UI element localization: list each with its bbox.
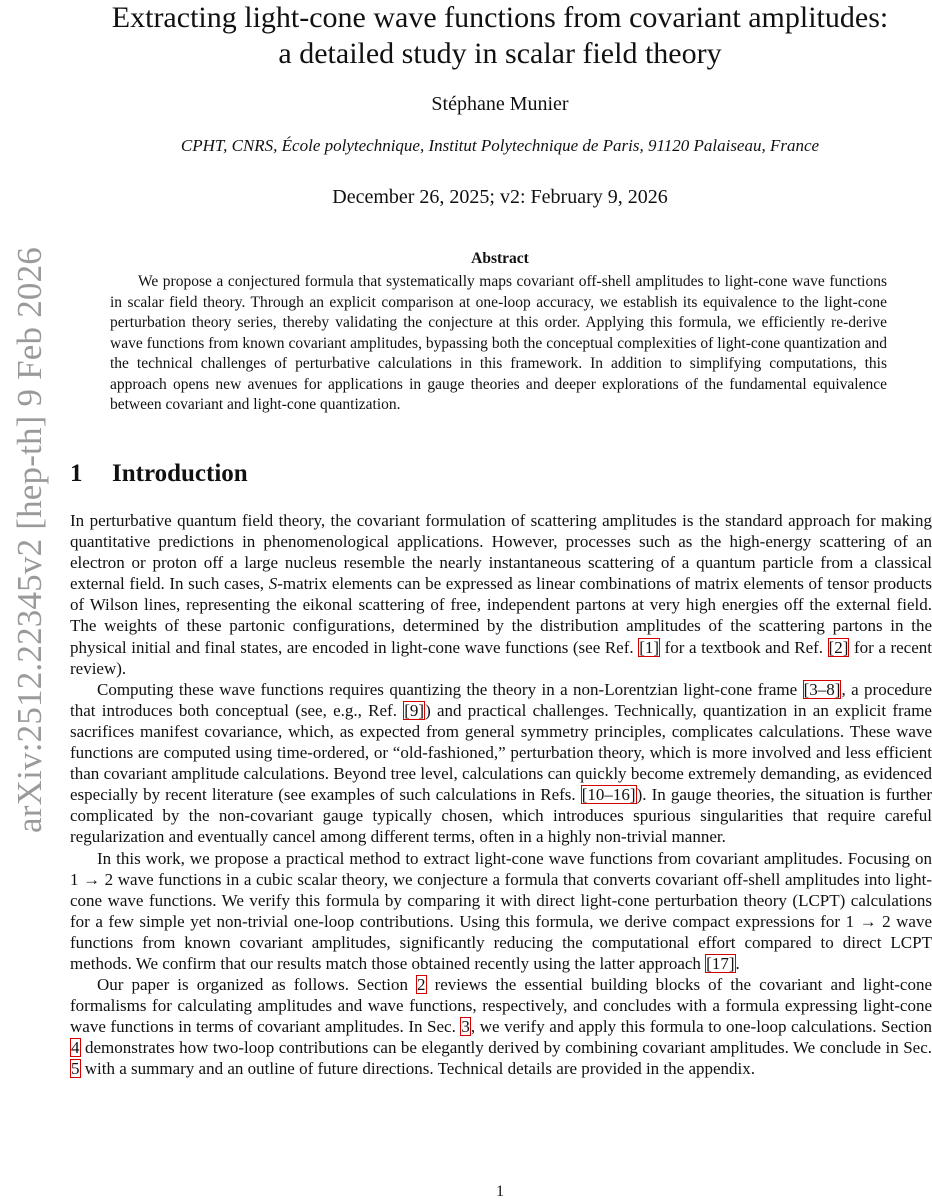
citation-link[interactable]: [1]	[638, 638, 660, 657]
text-run: , we verify and apply this formula to one-loop calculations. Section	[471, 1017, 932, 1036]
citation-link[interactable]: [10–16]	[581, 785, 637, 804]
text-run: -matrix elements can be expressed as linear combinations of matrix elements of tensor products of Wilson lines, representing the eikonal scattering of free, independent partons at very high energies off the external field. The weights of these partonic configurations, determined by the distribution amplitudes of the scattering partons in the physical initial and final states, are encoded in light-cone wave functions (see Ref.	[70, 574, 932, 656]
citation-link[interactable]: [2]	[828, 638, 850, 657]
text-run: .	[736, 954, 740, 973]
section-title: Introduction	[112, 460, 248, 487]
section-link[interactable]: 3	[460, 1017, 471, 1036]
introduction-body	[70, 510, 932, 1080]
text-run: , a procedure that introduces both conceptual (see, e.g., Ref.	[70, 680, 932, 720]
paper-date: December 26, 2025; v2: February 9, 2026	[60, 186, 932, 209]
text-run: ). In gauge theories, the situation is further complicated by the non-covariant gauge typically chosen, which introduces spurious singularities that require careful regularization and eventually cancel among different terms, often in a highly non-trivial manner.	[70, 785, 932, 846]
citation-link[interactable]: [17]	[705, 954, 735, 973]
author-affiliation: CPHT, CNRS, École polytechnique, Institut Polytechnique de Paris, 91120 Palaiseau, France	[60, 136, 932, 156]
section-link[interactable]: 2	[416, 975, 427, 994]
page-number: 1	[0, 1183, 932, 1201]
title-line-1: Extracting light-cone wave functions from covariant amplitudes:	[60, 0, 932, 36]
text-run: ) and practical challenges. Technically, quantization in an explicit frame sacrifices manifest covariance, which, as expected from general symmetry principles, complicates calculations. These wave functions are computed using time-ordered, or “old-fashioned,” perturbation theory, which is more involved and less efficient than covariant amplitude calculations. Beyond tree level, calculations can quickly become extremely demanding, as evidenced especially by recent literature (see examples of such calculations in Refs.	[70, 701, 932, 804]
text-run: In this work, we propose a practical method to extract light-cone wave functions from covariant amplitudes. Focusing on 1 → 2 wave functions in a cubic scalar theory, we conjecture a formula that converts covariant off-shell amplitudes into light-cone wave functions. We verify this formula by comparing it with direct light-cone perturbation theory (LCPT) calculations for a few simple yet non-trivial one-loop contributions. Using this formula, we derive compact expressions for 1 → 2 wave functions from known covariant amplitudes, significantly reducing the computational effort compared to direct LCPT methods. We confirm that our results match those obtained recently using the latter approach	[70, 849, 932, 973]
section-link[interactable]: 4	[70, 1038, 81, 1057]
abstract-text: We propose a conjectured formula that systematically maps covariant off-shell amplitudes to light-cone wave functions in scalar field theory. Through an explicit comparison at one-loop accuracy, we establish its equivalence to the light-cone perturbation theory series, thereby validating the conjecture at this order. Applying this formula, we efficiently re-derive wave functions from known covariant amplitudes, bypassing both the conceptual complexities of light-cone quantization and the technical challenges of perturbative calculations in this framework. In addition to simplifying computations, this approach opens new avenues for applications in gauge theories and deeper explorations of the fundamental equivalence between covariant and light-cone quantization.	[110, 272, 887, 416]
section-link[interactable]: 5	[70, 1059, 81, 1078]
paper-title	[60, 0, 932, 72]
math-symbol: S	[269, 574, 278, 593]
abstract-heading: Abstract	[60, 250, 932, 268]
text-run: for a recent review).	[70, 638, 932, 678]
paragraph-2	[70, 679, 932, 848]
paragraph-3	[70, 848, 932, 975]
text-run: with a summary and an outline of future directions. Technical details are provided in the appendix.	[81, 1059, 756, 1078]
paragraph-1	[70, 510, 932, 679]
text-run: demonstrates how two-loop contributions can be elegantly derived by combining covariant amplitudes. We conclude in Sec.	[81, 1038, 932, 1057]
text-run: reviews the essential building blocks of the covariant and light-cone formalisms for calculating amplitudes and wave functions, respectively, and concludes with a formula expressing light-cone wave functions in terms of covariant amplitudes. In Sec.	[70, 975, 932, 1036]
text-run: Computing these wave functions requires quantizing the theory in a non-Lorentzian light-cone frame	[97, 680, 803, 699]
section-heading	[70, 460, 248, 488]
section-number: 1	[70, 460, 112, 488]
title-line-2: a detailed study in scalar field theory	[60, 36, 932, 72]
paragraph-4	[70, 974, 932, 1079]
text-run: In perturbative quantum field theory, the covariant formulation of scattering amplitudes is the standard approach for making quantitative predictions in phenomenological applications. However, processes such as the high-energy scattering of an electron or proton off a large nucleus resemble the nearly instantaneous scattering of a quantum particle from a classical external field. In such cases,	[70, 511, 932, 593]
citation-link[interactable]: [9]	[403, 701, 425, 720]
arxiv-identifier[interactable]: arXiv:2512.22345v2 [hep-th] 9 Feb 2026	[10, 247, 50, 833]
text-run: for a textbook and Ref.	[660, 638, 828, 657]
arxiv-side-stamp	[0, 230, 60, 850]
text-run: Our paper is organized as follows. Section	[97, 975, 416, 994]
citation-link[interactable]: [3–8]	[803, 680, 842, 699]
author-name: Stéphane Munier	[60, 93, 932, 116]
